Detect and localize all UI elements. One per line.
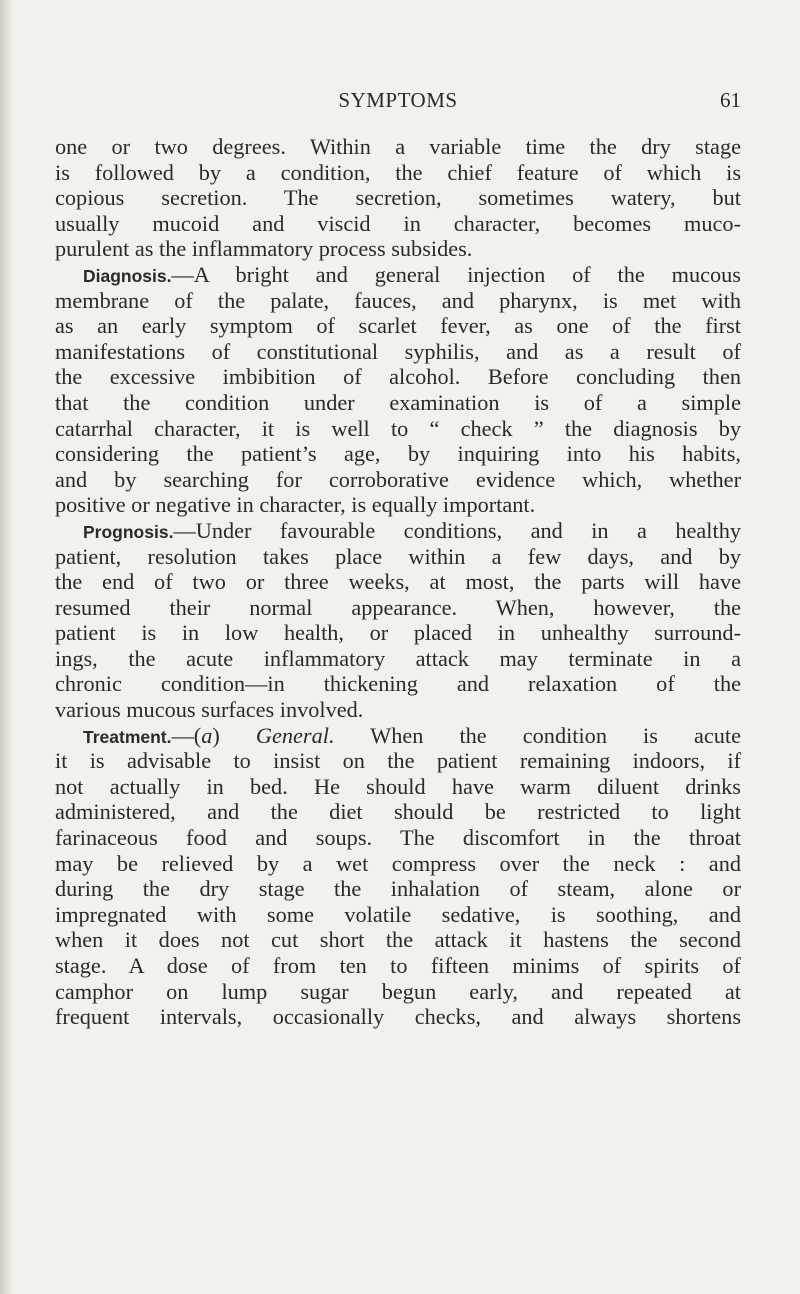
text-line: usually mucoid and viscid in character, becomes muco- — [55, 210, 741, 236]
text-line: the end of two or three weeks, at most, the parts will have — [55, 569, 741, 595]
running-title: SYMPTOMS — [338, 88, 458, 112]
text-line: is followed by a condition, the chief feature of which is — [55, 159, 741, 185]
body-text — [55, 134, 741, 1030]
text-line: membrane of the palate, fauces, and pharynx, is met with — [55, 287, 741, 313]
text-line: resumed their normal appearance. When, however, the — [55, 594, 741, 620]
text-line: it is advisable to insist on the patient remaining indoors, if — [55, 748, 741, 774]
text-segment: When the condition is acute — [334, 722, 741, 748]
text-line: positive or negative in character, is equally important. — [55, 492, 536, 518]
page-number: 61 — [720, 88, 741, 112]
text-line: catarrhal character, it is well to “ check ” the diagnosis by — [55, 415, 741, 441]
text-line: the excessive imbibition of alcohol. Before concluding then — [55, 364, 741, 390]
text-line: stage. A dose of from ten to fifteen minims of spirits of — [55, 953, 741, 978]
subsection-title: General. — [255, 722, 335, 748]
text-segment: —( — [171, 722, 202, 748]
text-line — [55, 723, 741, 749]
running-head — [55, 88, 741, 118]
text-line — [55, 262, 741, 288]
prognosis-heading: Prognosis. — [83, 521, 174, 542]
text-line: manifestations of constitutional syphilis, and as a result of — [55, 338, 741, 364]
text-line: chronic condition—in thickening and relaxation of the — [55, 671, 741, 697]
text-line: purulent as the inflammatory process subsides. — [55, 236, 473, 262]
text-line: camphor on lump sugar begun early, and repeated at — [55, 978, 741, 1004]
paragraph-prognosis — [55, 518, 741, 723]
text-line: not actually in bed. He should have warm diluent drinks — [55, 773, 741, 799]
text-line: administered, and the diet should be restricted to light — [55, 799, 741, 825]
treatment-heading: Treatment. — [83, 726, 172, 747]
text-line: farinaceous food and soups. The discomfort in the throat — [55, 825, 741, 851]
text-line: and by searching for corroborative evidence which, whether — [55, 466, 741, 492]
text-line — [55, 518, 741, 544]
text-line: one or two degrees. Within a variable time the dry stage — [55, 134, 741, 159]
diagnosis-heading: Diagnosis. — [83, 265, 172, 286]
text-line: when it does not cut short the attack it hastens the second — [55, 927, 741, 953]
text-line: ings, the acute inflammatory attack may terminate in a — [55, 645, 741, 671]
paragraph-diagnosis — [55, 262, 741, 518]
text-line: copious secretion. The secretion, sometimes watery, but — [55, 185, 741, 211]
text-line: patient is in low health, or placed in unhealthy surround- — [55, 620, 741, 646]
text-line: may be relieved by a wet compress over the neck : and — [55, 850, 741, 876]
page-spine-shadow — [0, 0, 14, 1294]
text-line: various mucous surfaces involved. — [55, 697, 364, 723]
text-line: as an early symptom of scarlet fever, as one of the first — [55, 313, 741, 339]
paragraph-treatment — [55, 723, 741, 1030]
text-line: considering the patient’s age, by inquiring into his habits, — [55, 441, 741, 467]
text-line: frequent intervals, occasionally checks, and always shortens — [55, 1004, 741, 1030]
text-segment: —Under favourable conditions, and in a healthy — [173, 517, 741, 543]
subsection-letter: a — [201, 722, 213, 748]
text-line: impregnated with some volatile sedative, is soothing, and — [55, 901, 741, 927]
text-line: patient, resolution takes place within a few days, and by — [55, 543, 741, 569]
text-line: that the condition under examination is of a simple — [55, 389, 741, 415]
paragraph-continuation — [55, 134, 741, 262]
text-segment: ) — [212, 722, 256, 748]
text-segment: —A bright and general injection of the mucous — [171, 261, 741, 287]
text-line: during the dry stage the inhalation of steam, alone or — [55, 876, 741, 902]
